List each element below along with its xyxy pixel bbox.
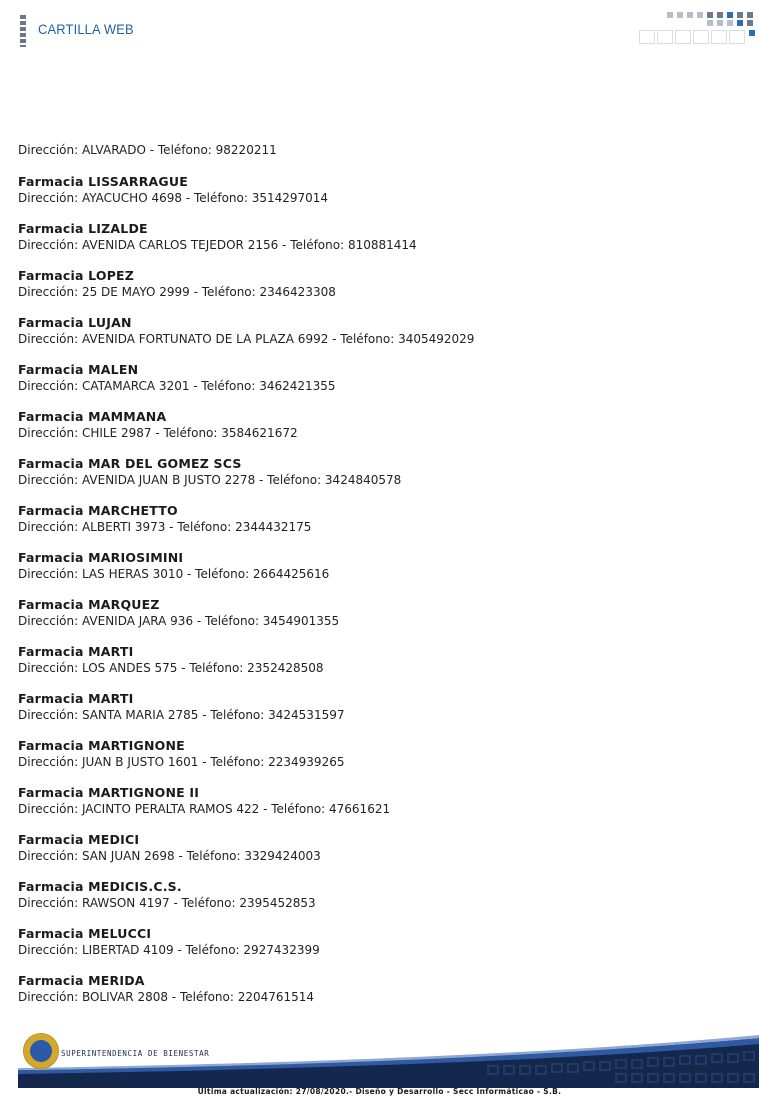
header-decorative-grid <box>637 12 759 46</box>
list-item <box>18 549 738 596</box>
list-item <box>18 220 738 267</box>
pharmacy-name: Farmacia MEDICIS.C.S. <box>18 879 182 894</box>
pharmacy-name: Farmacia MAR DEL GOMEZ SCS <box>18 456 242 471</box>
list-item <box>18 314 738 361</box>
pharmacy-address: Dirección: LOS ANDES 575 - Teléfono: 2352428508 <box>18 661 324 675</box>
pharmacy-name: Farmacia MARTI <box>18 644 134 659</box>
page-footer <box>18 1030 759 1088</box>
pharmacy-address: Dirección: ALBERTI 3973 - Teléfono: 2344432175 <box>18 520 312 534</box>
list-item <box>18 502 738 549</box>
list-item <box>18 878 738 925</box>
footer-update-note: Última actualización: 27/08/2020.- Diseño y Desarrollo - Secc Informáticao - S.B. <box>197 1087 562 1096</box>
pharmacy-address: Dirección: SAN JUAN 2698 - Teléfono: 3329424003 <box>18 849 321 863</box>
pharmacy-name: Farmacia MARCHETTO <box>18 503 178 518</box>
pharmacy-address: Dirección: JUAN B JUSTO 1601 - Teléfono: 2234939265 <box>18 755 345 769</box>
pharmacy-name: Farmacia MALEN <box>18 362 139 377</box>
pharmacy-address: Dirección: 25 DE MAYO 2999 - Teléfono: 2346423308 <box>18 285 336 299</box>
list-item <box>18 831 738 878</box>
pharmacy-name: Farmacia MAMMANA <box>18 409 167 424</box>
list-item <box>18 737 738 784</box>
list-item <box>18 690 738 737</box>
list-item <box>18 173 738 220</box>
pharmacy-name: Farmacia LOPEZ <box>18 268 135 283</box>
list-item <box>18 408 738 455</box>
pharmacy-name: Farmacia MERIDA <box>18 973 145 988</box>
pharmacy-address: Dirección: AYACUCHO 4698 - Teléfono: 3514297014 <box>18 191 329 205</box>
list-item <box>18 267 738 314</box>
list-item <box>18 596 738 643</box>
list-item <box>18 784 738 831</box>
footer-wave-band <box>18 1030 759 1088</box>
pharmacy-address: Dirección: BOLIVAR 2808 - Teléfono: 2204761514 <box>18 990 315 1004</box>
header-title: CARTILLA WEB <box>38 21 134 37</box>
pharmacy-address: Dirección: AVENIDA JARA 936 - Teléfono: 3454901355 <box>18 614 340 628</box>
pharmacy-address: Dirección: RAWSON 4197 - Teléfono: 2395452853 <box>18 896 316 910</box>
organization-name: SUPERINTENDENCIA DE BIENESTAR <box>61 1049 210 1058</box>
list-item <box>18 361 738 408</box>
list-item <box>18 643 738 690</box>
pharmacy-address: Dirección: JACINTO PERALTA RAMOS 422 - Teléfono: 47661621 <box>18 802 391 816</box>
continued-entry-address: Dirección: ALVARADO - Teléfono: 98220211 <box>18 143 277 157</box>
pharmacy-name: Farmacia MARIOSIMINI <box>18 550 184 565</box>
pharmacy-name: Farmacia LIZALDE <box>18 221 148 236</box>
pharmacy-address: Dirección: SANTA MARIA 2785 - Teléfono: 3424531597 <box>18 708 345 722</box>
pharmacy-name: Farmacia MARTI <box>18 691 134 706</box>
pharmacy-address: Dirección: CHILE 2987 - Teléfono: 3584621672 <box>18 426 298 440</box>
pharmacy-address: Dirección: LAS HERAS 3010 - Teléfono: 2664425616 <box>18 567 330 581</box>
pharmacy-address: Dirección: CATAMARCA 3201 - Teléfono: 3462421355 <box>18 379 336 393</box>
pharmacy-name: Farmacia MARQUEZ <box>18 597 160 612</box>
list-item <box>18 925 738 972</box>
pharmacy-name: Farmacia MELUCCI <box>18 926 152 941</box>
pharmacy-name: Farmacia LISSARRAGUE <box>18 174 188 189</box>
pharmacy-name: Farmacia LUJAN <box>18 315 132 330</box>
pharmacy-name: Farmacia MARTIGNONE <box>18 738 185 753</box>
organization-seal-logo <box>23 1033 59 1069</box>
header-accent-bar <box>20 15 26 47</box>
pharmacy-address: Dirección: AVENIDA FORTUNATO DE LA PLAZA 6992 - Teléfono: 3405492029 <box>18 332 475 346</box>
page-header <box>0 0 759 60</box>
pharmacy-name: Farmacia MARTIGNONE II <box>18 785 200 800</box>
pharmacy-address: Dirección: LIBERTAD 4109 - Teléfono: 2927432399 <box>18 943 320 957</box>
pharmacy-address: Dirección: AVENIDA CARLOS TEJEDOR 2156 - Teléfono: 810881414 <box>18 238 417 252</box>
list-item <box>18 972 738 1019</box>
pharmacy-name: Farmacia MEDICI <box>18 832 140 847</box>
pharmacy-list <box>18 142 738 1019</box>
list-item <box>18 455 738 502</box>
pharmacy-address: Dirección: AVENIDA JUAN B JUSTO 2278 - Teléfono: 3424840578 <box>18 473 402 487</box>
